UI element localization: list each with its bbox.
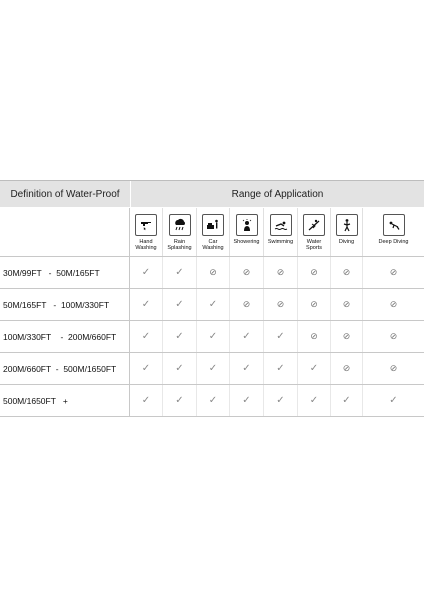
application-label: Showering bbox=[233, 239, 260, 245]
check-icon: ✓ bbox=[197, 321, 230, 352]
check-icon: ✓ bbox=[264, 321, 298, 352]
prohibited-icon: ⊘ bbox=[197, 257, 230, 288]
check-icon: ✓ bbox=[130, 353, 163, 384]
table-row bbox=[0, 257, 424, 289]
application-label: Hand Washing bbox=[135, 239, 157, 251]
application-label: Deep Diving bbox=[378, 239, 409, 245]
waterproof-table bbox=[0, 180, 424, 417]
application-showering bbox=[230, 208, 264, 256]
prohibited-icon: ⊘ bbox=[230, 257, 264, 288]
icon-row-spacer bbox=[0, 208, 130, 256]
application-label: Diving bbox=[338, 239, 355, 245]
water-proof-definition: 500M/1650FT + bbox=[0, 385, 130, 416]
prohibited-icon: ⊘ bbox=[298, 289, 331, 320]
table-row bbox=[0, 321, 424, 353]
prohibited-icon: ⊘ bbox=[264, 289, 298, 320]
check-icon: ✓ bbox=[264, 385, 298, 416]
check-icon: ✓ bbox=[163, 353, 197, 384]
check-icon: ✓ bbox=[230, 353, 264, 384]
table-row bbox=[0, 353, 424, 385]
application-diving bbox=[331, 208, 363, 256]
check-icon: ✓ bbox=[130, 289, 163, 320]
swimmer-icon bbox=[270, 214, 292, 236]
check-icon: ✓ bbox=[197, 385, 230, 416]
check-icon: ✓ bbox=[130, 257, 163, 288]
check-icon: ✓ bbox=[197, 353, 230, 384]
prohibited-icon: ⊘ bbox=[264, 257, 298, 288]
range-header: Range of Application bbox=[231, 188, 324, 200]
check-icon: ✓ bbox=[298, 385, 331, 416]
water-proof-definition: 50M/165FT - 100M/330FT bbox=[0, 289, 130, 320]
rain-cloud-icon bbox=[169, 214, 191, 236]
car-washing-icon bbox=[202, 214, 224, 236]
prohibited-icon: ⊘ bbox=[230, 289, 264, 320]
prohibited-icon: ⊘ bbox=[331, 321, 363, 352]
water-proof-definition: 200M/660FT - 500M/1650FT bbox=[0, 353, 130, 384]
check-icon: ✓ bbox=[130, 321, 163, 352]
check-icon: ✓ bbox=[331, 385, 363, 416]
water-proof-definition: 30M/99FT - 50M/165FT bbox=[0, 257, 130, 288]
application-hand-washing bbox=[130, 208, 163, 256]
check-icon: ✓ bbox=[264, 353, 298, 384]
check-icon: ✓ bbox=[163, 385, 197, 416]
application-label: Swimming bbox=[267, 239, 294, 245]
check-icon: ✓ bbox=[163, 321, 197, 352]
check-icon: ✓ bbox=[163, 289, 197, 320]
shower-icon bbox=[236, 214, 258, 236]
table-body bbox=[0, 257, 424, 417]
prohibited-icon: ⊘ bbox=[389, 267, 398, 277]
check-icon: ✓ bbox=[163, 257, 197, 288]
application-icons-row bbox=[0, 208, 424, 257]
diver-icon bbox=[336, 214, 358, 236]
application-car-washing bbox=[197, 208, 230, 256]
water-sports-icon bbox=[303, 214, 325, 236]
table-row bbox=[0, 385, 424, 417]
prohibited-icon: ⊘ bbox=[389, 331, 398, 341]
check-icon: ✓ bbox=[230, 385, 264, 416]
check-icon: ✓ bbox=[298, 353, 331, 384]
application-swimming bbox=[264, 208, 298, 256]
prohibited-icon: ⊘ bbox=[331, 257, 363, 288]
prohibited-icon: ⊘ bbox=[389, 363, 398, 373]
application-deep-diving bbox=[363, 208, 424, 256]
prohibited-icon: ⊘ bbox=[331, 289, 363, 320]
check-icon: ✓ bbox=[230, 321, 264, 352]
application-label: Rain Splashing bbox=[167, 239, 192, 251]
prohibited-icon: ⊘ bbox=[298, 321, 331, 352]
check-icon: ✓ bbox=[389, 395, 398, 406]
table-row bbox=[0, 289, 424, 321]
water-proof-definition: 100M/330FT - 200M/660FT bbox=[0, 321, 130, 352]
check-icon: ✓ bbox=[130, 385, 163, 416]
application-rain-splashing bbox=[163, 208, 197, 256]
prohibited-icon: ⊘ bbox=[298, 257, 331, 288]
prohibited-icon: ⊘ bbox=[389, 299, 398, 309]
application-label: Car Washing bbox=[202, 239, 224, 251]
deep-diver-icon bbox=[383, 214, 405, 236]
definition-header: Definition of Water-Proof bbox=[0, 181, 131, 207]
check-icon: ✓ bbox=[197, 289, 230, 320]
prohibited-icon: ⊘ bbox=[331, 353, 363, 384]
application-label: Water Sports bbox=[306, 239, 322, 251]
application-water-sports bbox=[298, 208, 331, 256]
table-header bbox=[0, 181, 424, 208]
faucet-icon bbox=[135, 214, 157, 236]
